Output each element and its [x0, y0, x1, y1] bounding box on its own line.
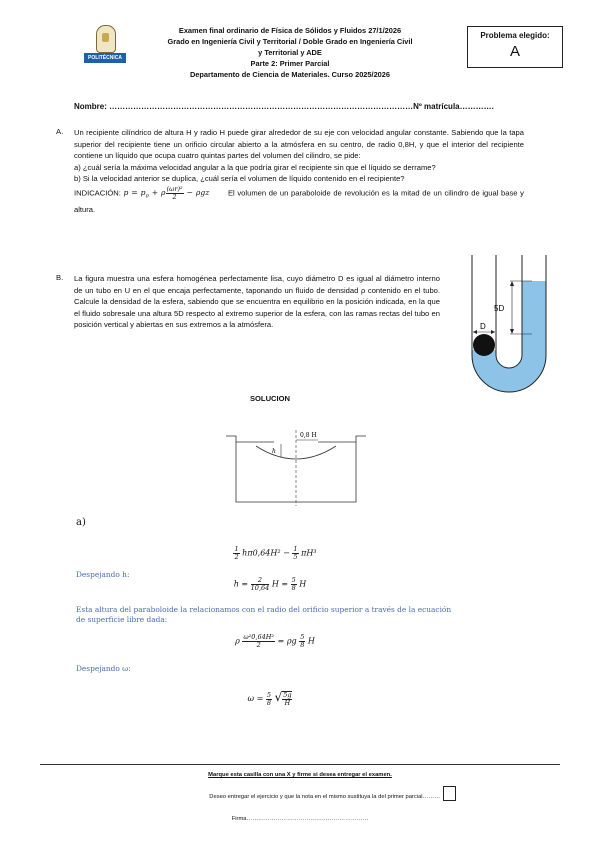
equation-free-surface: ρ $\frac{\text{ω²0,64H²}}{2}$ = ρg $\frac{5}{8}$ H — [235, 633, 315, 649]
sphere-icon — [473, 334, 495, 356]
equation-omega: ω = $\frac{5}{8}$ √ $\frac{5g}{H}$ — [247, 690, 292, 707]
footer-instruction: Marque esta casilla con una X y firme si desea entregar el examen. — [208, 772, 392, 778]
exam-header — [120, 25, 460, 80]
section-a-question-a: a) ¿cuál sería la máxima velocidad angular a la que podría girar el recipiente sin que el líquido se derrame? — [74, 162, 436, 172]
sketch-radius-label: 0,8 H — [300, 432, 317, 439]
part-a-label: a) — [76, 517, 86, 528]
dimension-d-label: D — [480, 322, 486, 331]
matricula-field-label: Nº matrícula…………. — [413, 102, 494, 111]
solution-sketch — [226, 426, 366, 508]
sqrt-icon: √ — [274, 690, 283, 704]
hint-formula: $p = p_0 + \rho$ $\frac{\text{(ωr)²}}{2}$ − ρgz — [123, 184, 210, 201]
despejando-w-text: Despejando ω: — [76, 664, 131, 673]
signature-line: Firma……………………………………………………… — [231, 816, 369, 822]
hint-text: El volumen de un paraboloide de revolución es la mitad de un cilindro de igual base y altura. — [74, 188, 524, 214]
solution-title: SOLUCION — [249, 394, 291, 403]
dimension-5d-label: 5D — [494, 304, 505, 313]
header-line-3: y Territorial y ADE — [258, 48, 322, 57]
hint-label: INDICACIÓN: — [74, 188, 121, 198]
relation-text: Esta altura del paraboloide la relacionamos con el radio del orificio superior a través de la ecuación de superficie libre dada: — [76, 605, 452, 624]
header-line-5: Departamento de Ciencia de Materiales. Curso 2025/2026 — [189, 70, 391, 79]
header-line-4: Parte 2: Primer Parcial — [250, 59, 330, 68]
logo-text: POLITÉCNICA — [84, 53, 126, 63]
chosen-problem-letter: A — [509, 43, 520, 60]
chosen-problem-title: Problema elegido: — [480, 31, 550, 40]
equation-h: h = $\frac{2}{10,64}$ H = $\frac{5}{8}$ H — [233, 576, 307, 592]
section-a-question-b: b) Si la velocidad anterior se duplica, ¿cuál sería el volumen de líquido contenido en el recipiente? — [74, 174, 405, 184]
chosen-problem-box — [467, 26, 563, 68]
section-a-letter: A. — [56, 127, 64, 136]
sketch-h-label: h — [272, 448, 276, 455]
header-line-1: Examen final ordinario de Física de Sólidos y Fluidos 27/1/2026 — [178, 26, 402, 35]
u-tube-figure — [460, 255, 560, 405]
section-a-statement — [74, 127, 524, 215]
student-info-line — [74, 102, 544, 111]
section-b-statement: La figura muestra una esfera homogénea perfectamente lisa, cuyo diámetro D es igual al diámetro interno de un tubo en U en el que encaja perfectamente, taponando un fluido de densidad ρ contenido en el tubo. Calcule la densidad de la esfera, sabiendo que se encuentra en equilibrio en la posición indicada, en la que el fluido sobresale una altura 5D respecto al extremo superior de la esfera, con las ramas rectas del tubo en posición vertical y abiertas en sus extremos a la atmósfera. — [74, 274, 440, 330]
equation-volume: $\frac{1}{2}$ hπ0,64H² − $\frac{1}{5}$ πH³ — [234, 545, 317, 561]
university-crest-icon — [96, 25, 116, 53]
section-a-hint — [74, 186, 524, 215]
section-b-letter: B. — [56, 273, 64, 282]
despejando-h-text: Despejando h: — [76, 570, 130, 579]
section-a-paragraph: Un recipiente cilíndrico de altura H y radio H puede girar alrededor de su eje con velocidad angular constante. Sabiendo que la tapa superior del recipiente tiene un orificio circular abierto a la atmósfera en su centro, de radio 0,8H, y que el interior del recipiente contiene un líquido que ocupa cuatro quintas partes del volumen del cilindro, se pide: — [74, 128, 524, 161]
header-line-2: Grado en Ingeniería Civil y Territorial / Doble Grado en Ingeniería Civil — [167, 37, 413, 46]
footer-divider — [40, 764, 560, 765]
footer-delivery-text: Deseo entregar el ejercicio y que la nota en el mismo sustituya la del primer parcial……… — [209, 794, 440, 800]
delivery-checkbox[interactable] — [443, 786, 456, 801]
name-field-label: Nombre: …………………………………………………………………………………………………… — [74, 102, 414, 111]
